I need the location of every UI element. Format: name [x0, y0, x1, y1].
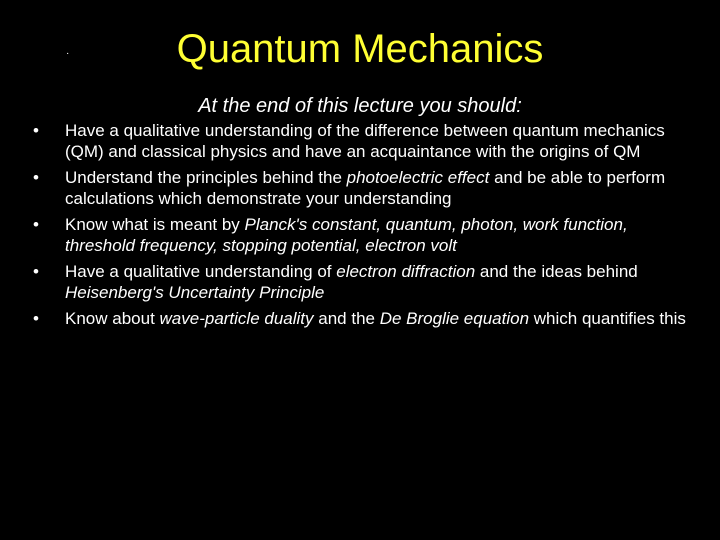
- bullet-text-segment: and the: [313, 309, 380, 328]
- bullet-item: [30, 167, 690, 209]
- bullet-text-segment: Know what is meant by: [65, 215, 245, 234]
- bullet-text: [65, 309, 686, 328]
- bullet-icon: •: [33, 309, 39, 328]
- corner-dot-mark: ·: [66, 48, 70, 59]
- bullet-icon: •: [33, 121, 39, 140]
- bullet-icon: •: [33, 215, 39, 234]
- bullet-item: [30, 120, 690, 162]
- bullet-text-segment: Know about: [65, 309, 160, 328]
- bullet-text-segment: Have a qualitative understanding of the difference between quantum mechanics (QM) and classical physics and have an acquaintance with the origins of QM: [65, 121, 665, 161]
- bullet-term-list: Planck's constant, quantum, photon, work function, threshold frequency, stopping potential, electron volt: [65, 215, 628, 255]
- bullet-term-de-broglie-equation: De Broglie equation: [379, 309, 530, 328]
- bullet-term-wave-particle-duality: wave-particle duality: [159, 309, 314, 328]
- bullet-text-segment: Understand the principles behind the: [65, 168, 347, 187]
- bullet-item: [30, 214, 690, 256]
- bullet-icon: •: [33, 168, 39, 187]
- bullet-text-segment: Have a qualitative understanding of: [65, 262, 337, 281]
- bullet-text: [65, 215, 628, 255]
- bullet-item: [30, 308, 690, 329]
- bullet-text: [65, 262, 638, 302]
- bullet-item: [30, 261, 690, 303]
- slide-title: Quantum Mechanics: [176, 27, 544, 71]
- bullet-list: [30, 120, 690, 334]
- bullet-text-segment: and the ideas behind: [475, 262, 638, 281]
- bullet-icon: •: [33, 262, 39, 281]
- bullet-term-electron-diffraction: electron diffraction: [336, 262, 476, 281]
- bullet-text: [65, 121, 665, 161]
- bullet-term-uncertainty-principle: Heisenberg's Uncertainty Principle: [65, 283, 325, 302]
- slide-subtitle: At the end of this lecture you should:: [198, 95, 522, 117]
- bullet-text-segment: which quantifies this: [529, 309, 686, 328]
- bullet-text: [65, 168, 665, 208]
- bullet-term-photoelectric-effect: photoelectric effect: [346, 168, 490, 187]
- bullet-text-segment: and be able to perform calculations which demonstrate your understanding: [65, 168, 666, 208]
